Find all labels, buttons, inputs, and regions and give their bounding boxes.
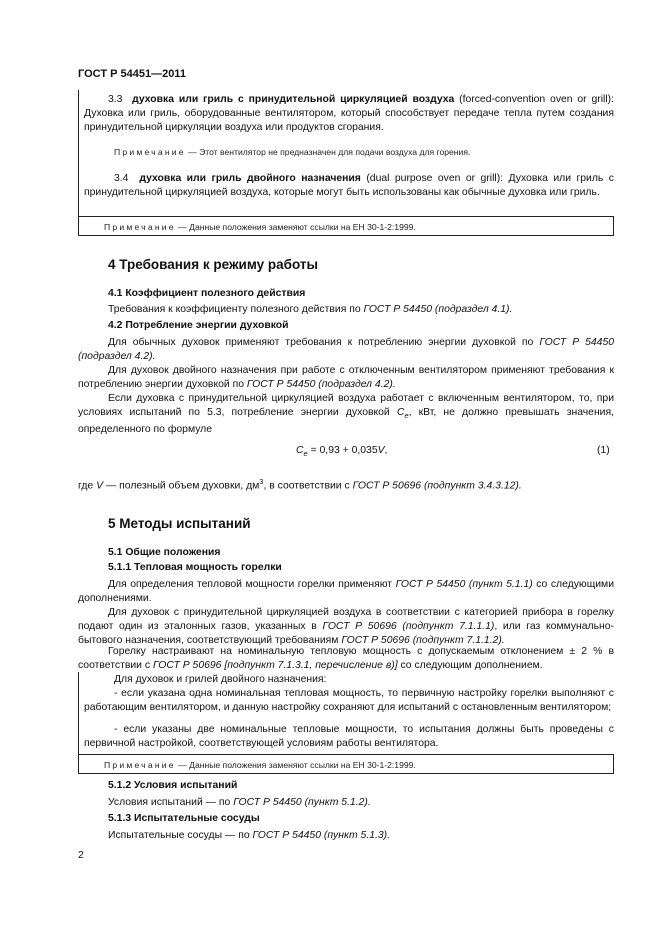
section-5-1-1-p3: Горелку настраивают на номинальную тепловую мощность с допускаемым отклонением ± 2 % в соответствии с ГОСТ Р 50696 [подпункт 7.1.3.1, перечисление в)] со следующим дополнением. — [78, 646, 614, 672]
section-4-2-p2: Для духовок двойного назначения при работе с отключенным вентилятором применяют требования к потреблению энергии духовкой по ГОСТ Р 54450 (подраздел 4.2). — [78, 365, 614, 391]
section-4-2-p3: Если духовка с принудительной циркуляцией воздуха работает с включенным вентилятором, то, при условиях испытаний по 5.3, потребление энергии духовкой $C_e$, кВт, не должно превышать значения, определенного по формуле — [78, 393, 614, 436]
section-4-1-text: Требования к коэффициенту полезного действия по ГОСТ Р 54450 (подраздел 4.1). — [108, 304, 513, 315]
section-5-1-2-title: 5.1.2 Условия испытаний — [108, 780, 238, 791]
section-5-1-title: 5.1 Общие положения — [108, 547, 221, 558]
change-bar — [78, 90, 79, 228]
section-5-1-1-item1: - если указана одна номинальная тепловая мощность, то первичную настройку горелки выполняют с работающим вентилятором, и данную настройку сохраняют для испытаний с остановленным вентилятором; — [84, 688, 614, 714]
change-bar-2 — [78, 672, 79, 754]
formula-1: $C_e = 0,93 + 0,035V$, — [296, 445, 388, 459]
page-number: 2 — [78, 850, 84, 861]
section-5-1-1-p1: Для определения тепловой мощности горелки применяют ГОСТ Р 54450 (пункт 5.1.1) со следующими дополнениями. — [78, 579, 614, 605]
section-5-1-2-text: Условия испытаний — по ГОСТ Р 54450 (пункт 5.1.2). — [108, 797, 371, 808]
note-3-3: Примечание — Этот вентилятор не предназначен для подачи воздуха для горения. — [114, 147, 471, 157]
formula-number: (1) — [597, 445, 610, 456]
section-5-1-1-item2: - если указаны две номинальные тепловые мощности, то испытания должны быть проведены с первичной настройкой, соответствующей условиям работы вентилятора. — [84, 724, 614, 750]
running-header: ГОСТ Р 54451—2011 — [78, 68, 186, 80]
section-4-title: 4 Требования к режиму работы — [108, 257, 319, 272]
definition-3-4: 3.4 духовка или гриль двойного назначения (dual purpose oven or grill): Духовка или гриль с принудительной циркуляцией воздуха, которые могут быть использованы как обычные духовка или гриль. — [84, 173, 614, 199]
definition-3-3: 3.3 духовка или гриль с принудительной циркуляцией воздуха (forced-convention oven or grill): Духовка или гриль, оборудованные вентилятором, который способствует передаче тепла путем создания принудительной циркуляции воздуха или продуктов сгорания. — [84, 94, 614, 134]
section-5-1-3-text: Испытательные сосуды — по ГОСТ Р 54450 (пункт 5.1.3). — [108, 830, 390, 841]
section-5-1-1-title: 5.1.1 Тепловая мощность горелки — [108, 562, 282, 573]
section-4-2-title: 4.2 Потребление энергии духовкой — [108, 320, 289, 331]
section-4-2-p1: Для обычных духовок применяют требования к потреблению энергии духовкой по ГОСТ Р 54450 (подраздел 4.2). — [78, 337, 615, 363]
section-4-1-title: 4.1 Коэффициент полезного действия — [108, 288, 306, 299]
note-box-2-text: Примечание — Данные положения заменяют ссылки на ЕН 30-1-2:1999. — [104, 760, 416, 770]
section-5-1-1-p4: Для духовок и грилей двойного назначения: — [114, 674, 327, 685]
formula-where: где V — полезный объем духовки, $дм^3$, в соответствии с ГОСТ Р 50696 (подпункт 3.4.3.12). — [78, 477, 522, 492]
section-5-1-3-title: 5.1.3 Испытательные сосуды — [108, 813, 260, 824]
section-5-title: 5 Методы испытаний — [108, 516, 251, 531]
section-5-1-1-p2: Для духовок с принудительной циркуляцией воздуха в соответствии с категорией прибора в горелку подают один из эталонных газов, указанных в ГОСТ Р 50696 (подпункт 7.1.1.1), или газ коммунально-бытового назначения, соответствующий требованиям ГОСТ Р 50696 (подпункт 7.1.1.2). — [78, 607, 615, 647]
note-box-text: Примечание — Данные положения заменяют ссылки на ЕН 30-1-2:1999. — [104, 222, 416, 232]
